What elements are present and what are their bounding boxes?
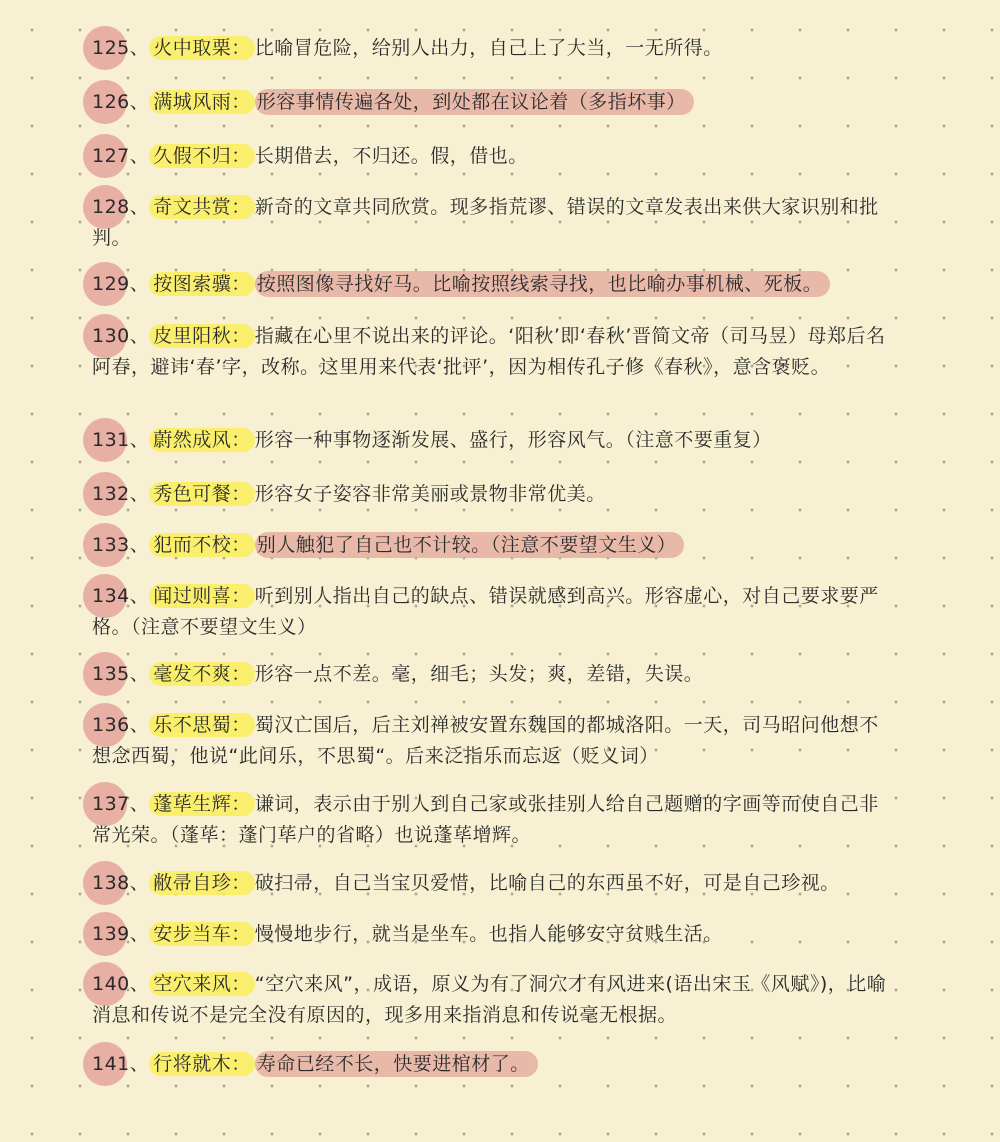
entry-number: 135 [92, 659, 130, 690]
entry-number: 128 [92, 192, 130, 223]
idiom-definition: 谦词，表示由于别人到自己家或张挂别人给自己题赠的字画等而使自己非常光荣。（蓬荜：蓬门荜户的省略）也说蓬荜增辉。 [92, 793, 879, 846]
idiom-term: 行将就木： [149, 1052, 255, 1076]
idiom-term: 满城风雨： [149, 90, 255, 114]
entry-number: 138 [92, 868, 130, 899]
list-item: 132、 秀色可餐： 形容女子姿容非常美丽或景物非常优美。 [92, 479, 892, 510]
idiom-term: 闻过则喜： [149, 584, 255, 608]
idiom-term: 皮里阳秋： [149, 324, 255, 348]
entry-number: 126 [92, 87, 130, 118]
idiom-term: 久假不归： [149, 144, 255, 168]
idiom-term: 敝帚自珍： [149, 871, 255, 895]
idiom-term: 奇文共赏： [149, 195, 255, 219]
idiom-term: 秀色可餐： [149, 482, 255, 506]
list-item: 133、 犯而不校： 别人触犯了自己也不计较。（注意不要望文生义） [92, 530, 892, 561]
entry-number: 134 [92, 581, 130, 612]
entry-number: 127 [92, 141, 130, 172]
idiom-term: 安步当车： [149, 922, 255, 946]
entry-number: 132 [92, 479, 130, 510]
idiom-definition: 形容一种事物逐渐发展、盛行，形容风气。（注意不要重复） [254, 429, 772, 451]
idiom-definition: 别人触犯了自己也不计较。（注意不要望文生义） [255, 532, 685, 558]
list-item: 135、 毫发不爽： 形容一点不差。毫，细毛；头发；爽，差错，失误。 [92, 659, 892, 690]
idiom-term: 犯而不校： [149, 533, 255, 557]
idiom-term: 毫发不爽： [149, 662, 255, 686]
entry-number: 125 [92, 33, 130, 64]
list-item: 127、 久假不归： 长期借去，不归还。假，借也。 [92, 141, 892, 172]
list-item: 140、 空穴来风： “空穴来风”，成语，原义为有了洞穴才有风进来(语出宋玉《风赋》)，比喻消息和传说不是完全没有原因的，现多用来指消息和传说毫无根据。 [92, 969, 892, 1031]
list-item: 141、 行将就木： 寿命已经不长，快要进棺材了。 [92, 1049, 892, 1080]
idiom-term: 空穴来风： [149, 972, 255, 996]
list-item: 137、 蓬荜生辉： 谦词，表示由于别人到自己家或张挂别人给自己题赠的字画等而使自己非常光荣。（蓬荜：蓬门荜户的省略）也说蓬荜增辉。 [92, 789, 892, 851]
idiom-term: 蓬荜生辉： [149, 792, 255, 816]
idiom-definition: 比喻冒危险，给别人出力，自己上了大当，一无所得。 [254, 37, 723, 59]
entry-number: 140 [92, 969, 130, 1000]
idiom-definition: 形容事情传遍各处，到处都在议论着（多指坏事） [255, 89, 694, 115]
list-item: 131、 蔚然成风： 形容一种事物逐渐发展、盛行，形容风气。（注意不要重复） [92, 425, 892, 456]
entry-number: 131 [92, 425, 130, 456]
entry-number: 136 [92, 710, 130, 741]
list-item: 125、 火中取栗： 比喻冒危险，给别人出力，自己上了大当，一无所得。 [92, 33, 892, 64]
idiom-definition: 形容女子姿容非常美丽或景物非常优美。 [254, 483, 606, 505]
entry-number: 133 [92, 530, 130, 561]
entry-number: 137 [92, 789, 130, 820]
list-item: 134、 闻过则喜： 听到别人指出自己的缺点、错误就感到高兴。形容虚心，对自己要求要严格。（注意不要望文生义） [92, 581, 892, 643]
list-item: 129、 按图索骥： 按照图像寻找好马。比喻按照线索寻找，也比喻办事机械、死板。 [92, 269, 892, 300]
list-item: 139、 安步当车： 慢慢地步行，就当是坐车。也指人能够安守贫贱生活。 [92, 919, 892, 950]
idiom-definition: “空穴来风”，成语，原义为有了洞穴才有风进来(语出宋玉《风赋》)，比喻消息和传说不是完全没有原因的，现多用来指消息和传说毫无根据。 [92, 973, 887, 1026]
idiom-definition: 听到别人指出自己的缺点、错误就感到高兴。形容虚心，对自己要求要严格。（注意不要望文生义） [92, 585, 879, 638]
idiom-definition: 寿命已经不长，快要进棺材了。 [255, 1051, 538, 1077]
list-item: 128、 奇文共赏： 新奇的文章共同欣赏。现多指荒谬、错误的文章发表出来供大家识别和批判。 [92, 192, 892, 254]
idiom-definition: 长期借去，不归还。假，借也。 [254, 145, 528, 167]
idiom-definition: 按照图像寻找好马。比喻按照线索寻找，也比喻办事机械、死板。 [255, 271, 831, 297]
idiom-term: 乐不思蜀： [149, 713, 255, 737]
entry-number: 129 [92, 269, 130, 300]
idiom-definition: 指藏在心里不说出来的评论。‘阳秋’即‘春秋’晋简文帝（司马昱）母郑后名阿春，避讳‘春’字，改称。这里用来代表‘批评’，因为相传孔子修《春秋》，意含褒贬。 [92, 325, 886, 378]
idiom-definition: 新奇的文章共同欣赏。现多指荒谬、错误的文章发表出来供大家识别和批判。 [92, 196, 879, 249]
idiom-term: 按图索骥： [149, 272, 255, 296]
list-item: 130、 皮里阳秋： 指藏在心里不说出来的评论。‘阳秋’即‘春秋’晋简文帝（司马昱）母郑后名阿春，避讳‘春’字，改称。这里用来代表‘批评’，因为相传孔子修《春秋》，意含褒贬。 [92, 321, 892, 383]
idiom-definition: 蜀汉亡国后，后主刘禅被安置东魏国的都城洛阳。一天，司马昭问他想不想念西蜀，他说“此间乐，不思蜀“。后来泛指乐而忘返（贬义词） [92, 714, 879, 767]
list-item: 138、 敝帚自珍： 破扫帚，自己当宝贝爱惜，比喻自己的东西虽不好，可是自己珍视。 [92, 868, 892, 899]
idiom-definition: 形容一点不差。毫，细毛；头发；爽，差错，失误。 [254, 663, 704, 685]
entry-number: 139 [92, 919, 130, 950]
entry-number: 141 [92, 1049, 130, 1080]
idiom-definition: 慢慢地步行，就当是坐车。也指人能够安守贫贱生活。 [254, 923, 723, 945]
list-item: 136、 乐不思蜀： 蜀汉亡国后，后主刘禅被安置东魏国的都城洛阳。一天，司马昭问他想不想念西蜀，他说“此间乐，不思蜀“。后来泛指乐而忘返（贬义词） [92, 710, 892, 772]
idiom-term: 火中取栗： [149, 36, 255, 60]
entry-number: 130 [92, 321, 130, 352]
list-item: 126、 满城风雨： 形容事情传遍各处，到处都在议论着（多指坏事） [92, 87, 892, 118]
idiom-definition: 破扫帚，自己当宝贝爱惜，比喻自己的东西虽不好，可是自己珍视。 [254, 872, 840, 894]
idiom-term: 蔚然成风： [149, 428, 255, 452]
